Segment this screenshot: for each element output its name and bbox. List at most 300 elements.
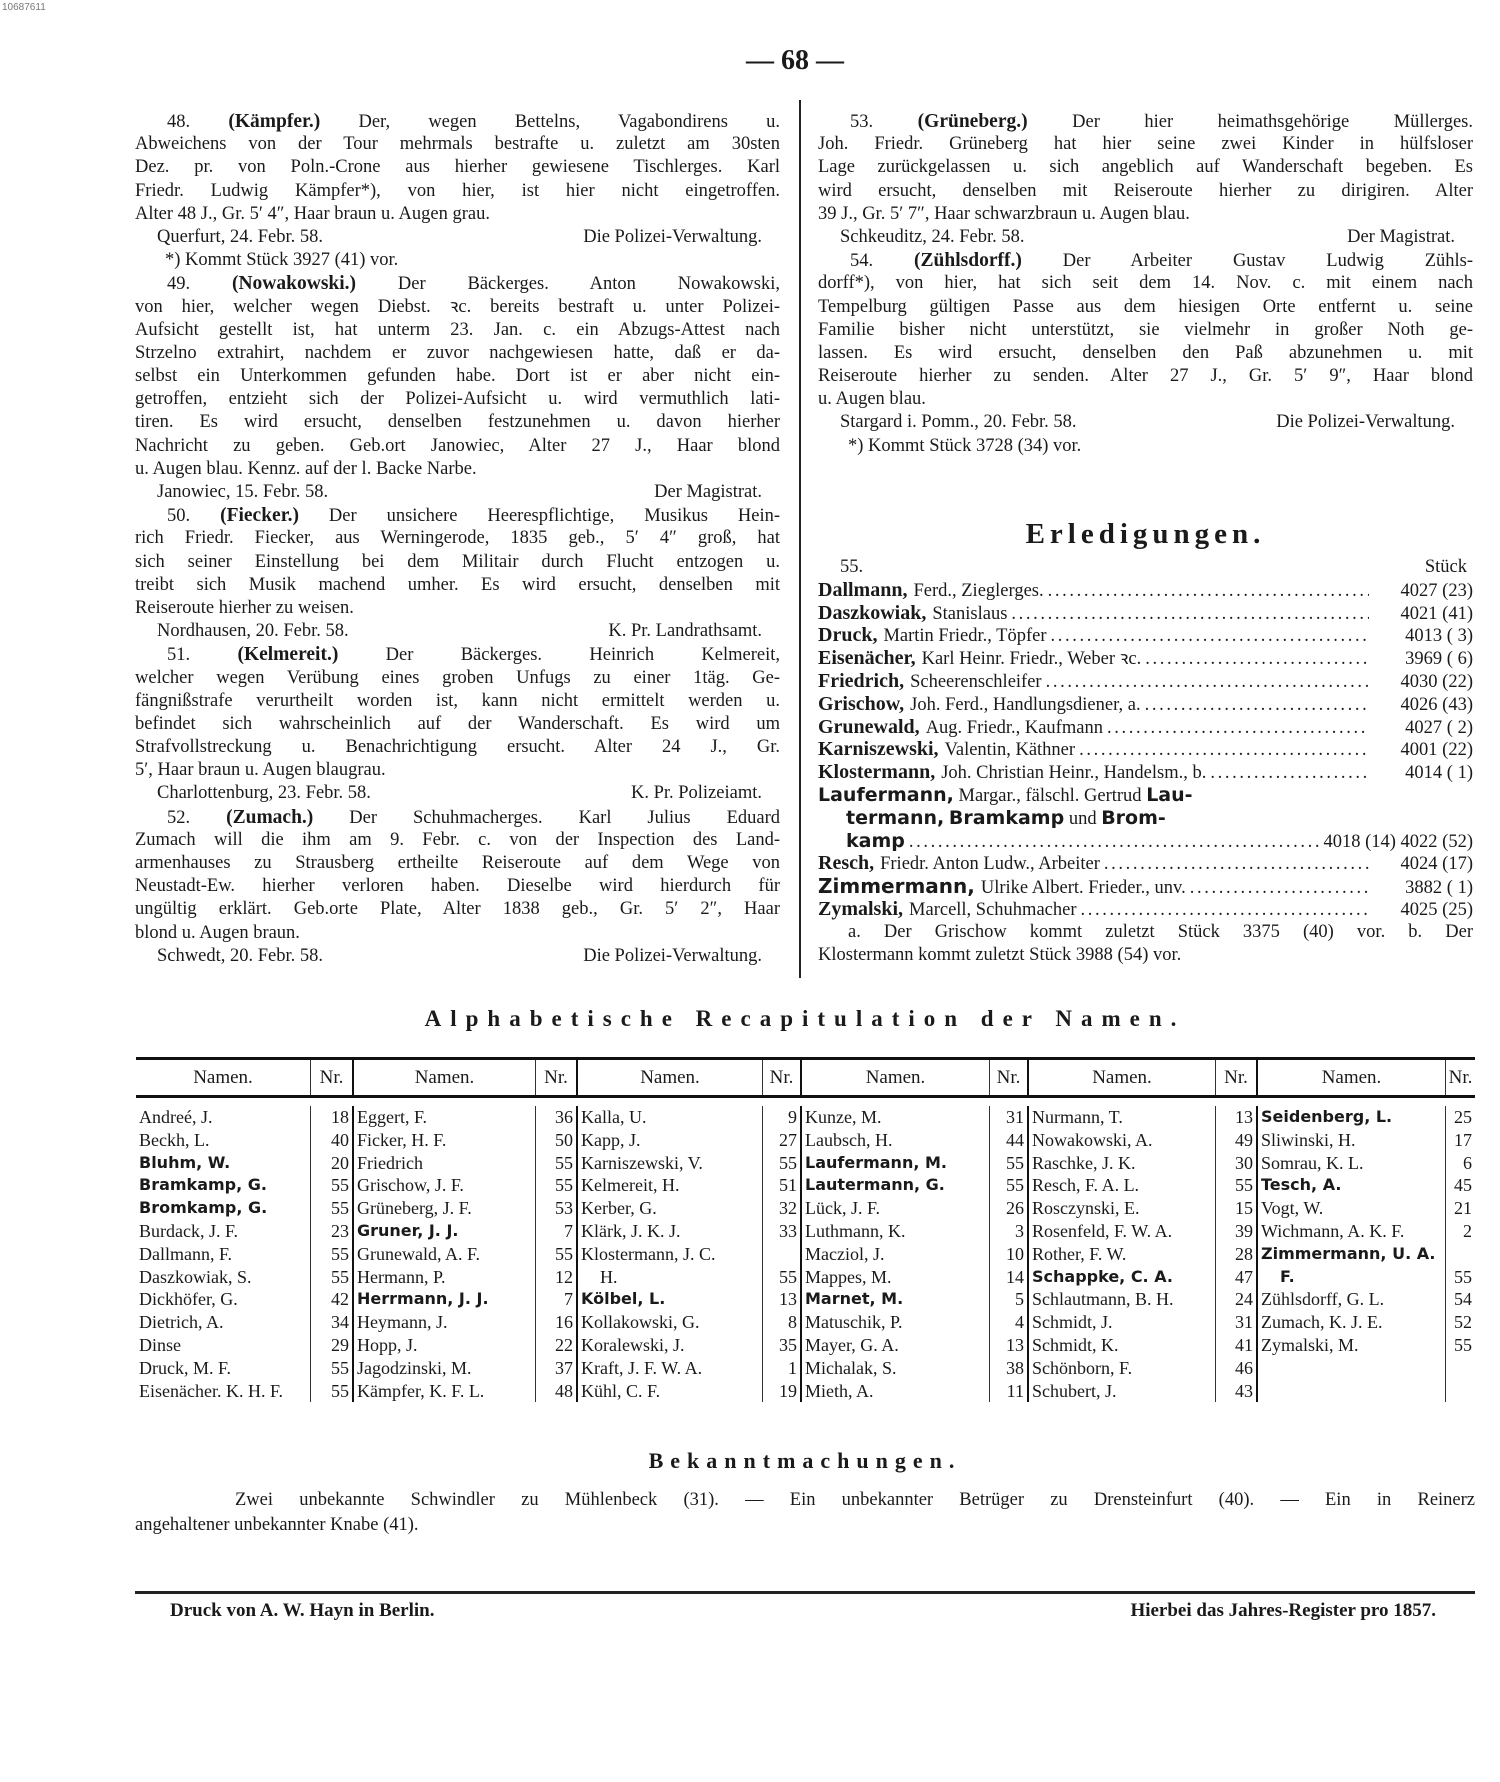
entry-ref: 4027 ( 2) — [1405, 717, 1473, 738]
recap-name: Dinse — [139, 1334, 181, 1355]
recap-nr: 13 — [989, 1334, 1027, 1357]
recap-nr: 55 — [310, 1266, 352, 1289]
recap-nr: 12 — [535, 1266, 576, 1289]
notice-line: Strzelno extrahirt, nachdem er zuvor nachgewiesen hatte, daß er da- — [135, 342, 780, 363]
recap-name: Kämpfer, K. F. L. — [352, 1380, 535, 1403]
recap-name: Sliwinski, H. — [1256, 1129, 1445, 1152]
recap-name: Koralewski, J. — [576, 1334, 762, 1357]
entry-name: Dallmann, — [818, 578, 908, 601]
recap-nr: 21 — [1445, 1197, 1475, 1220]
notice-name: (Kelmereit.) — [237, 644, 339, 666]
recap-nr: 41 — [1215, 1334, 1256, 1357]
notice-line: Familie bisher nicht unterstützt, sie vielmehr in großer Noth ge- — [818, 319, 1473, 340]
notice-number: 51. — [167, 645, 191, 666]
notice-line: fängnißstrafe verurtheilt worden ist, kann nicht ermittelt werden u. — [135, 690, 780, 711]
recap-name: Seidenberg, L. — [1256, 1106, 1445, 1129]
entry-name: Grunewald, — [818, 715, 920, 738]
recap-name: Schappke, C. A. — [1027, 1266, 1215, 1289]
recap-name: Tesch, A. — [1256, 1174, 1445, 1197]
entry-name: Brom- — [1101, 806, 1166, 829]
notice-number: 52. — [167, 807, 191, 828]
notice-line: Reiseroute hierher zu senden. Alter 27 J., Gr. 5′ 9″, Haar blond — [818, 366, 1473, 387]
page-number: — 68 — — [746, 45, 844, 76]
entry-name: Klostermann, — [818, 761, 936, 784]
notice-place-date: Nordhausen, 20. Febr. 58. — [157, 621, 349, 642]
entry-name: Laufermann, — [818, 783, 954, 806]
entry-name: Lau- — [1146, 783, 1193, 806]
erledigungen-entry — [818, 693, 1473, 716]
entry-detail: Ulrike Albert. Frieder., unv. — [980, 878, 1186, 899]
recap-nr: 18 — [310, 1106, 352, 1129]
dot-leader — [1079, 739, 1369, 762]
notice-line: ungültig erklärt. Geb.orte Plate, Alter 1838 geb., Gr. 5′ 2″, Haar — [135, 899, 780, 920]
notice-signature — [135, 481, 780, 504]
erledigungen-entry — [818, 602, 1473, 625]
recap-nr: 46 — [1215, 1357, 1256, 1380]
recap-name: Rosenfeld, F. W. A. — [1027, 1220, 1215, 1243]
recap-nr: 55 — [310, 1174, 352, 1197]
recap-nr: 55 — [762, 1152, 800, 1175]
recap-name: Zimmermann, U. A. — [1256, 1243, 1445, 1266]
header-nr: Nr. — [989, 1060, 1027, 1095]
recap-nr: 39 — [1215, 1220, 1256, 1243]
footer-rule — [135, 1591, 1475, 1594]
recap-nr — [1445, 1243, 1475, 1266]
notice-line: befindet sich wahrscheinlich auf der Wanderschaft. Es wird um — [135, 713, 780, 734]
header-nr: Nr. — [762, 1060, 800, 1095]
recap-table — [136, 1057, 1475, 1402]
erledigungen-entry — [818, 761, 1473, 784]
notice-line: Neustadt-Ew. hierher verloren haben. Dieselbe wird hierdurch für — [135, 876, 780, 897]
entry-name: Karniszewski, — [818, 738, 939, 761]
recap-name: Rosczynski, E. — [1027, 1197, 1215, 1220]
recap-nr: 5 — [989, 1288, 1027, 1311]
bekanntmachungen-line: angehaltener unbekannter Knabe (41). — [135, 1515, 419, 1535]
recap-name — [1256, 1380, 1445, 1403]
recap-name: Eggert, F. — [352, 1106, 535, 1129]
recap-name: Klärk, J. K. J. — [576, 1220, 762, 1243]
recap-name: Druck, M. F. — [139, 1357, 232, 1378]
dot-leader — [1145, 648, 1369, 671]
bekanntmachungen-line: Zwei unbekannte Schwindler zu Mühlenbeck (31). — Ein unbekannter Betrüger zu Drensteinfurt (40). — Ein in Reinerz — [235, 1490, 1475, 1510]
recap-name: Wichmann, A. K. F. — [1256, 1220, 1445, 1243]
notice-entry — [818, 110, 1473, 249]
erledigungen-entry — [818, 716, 1473, 739]
recap-nr: 33 — [762, 1220, 800, 1243]
entry-ref: 4026 (43) — [1400, 694, 1473, 715]
erledigungen-note: Klostermann kommt zuletzt Stück 3988 (54) vor. — [818, 944, 1182, 965]
notice-authority: K. Pr. Polizeiamt. — [630, 783, 762, 804]
printer-imprint: Druck von A. W. Hayn in Berlin. — [170, 1600, 435, 1621]
recap-title: Alphabetische Recapitulation der Namen. — [424, 1006, 1186, 1031]
recap-nr: 54 — [1445, 1288, 1475, 1311]
erledigungen-number: 55. — [840, 557, 864, 577]
entry-name: Bramkamp — [948, 806, 1065, 829]
notice-line: Strafvollstreckung u. Benachrichtigung ersucht. Alter 24 J., Gr. — [135, 737, 780, 758]
notice-place-date: Querfurt, 24. Febr. 58. — [157, 226, 323, 247]
dot-leader — [909, 831, 1320, 854]
recap-name: Hermann, P. — [352, 1266, 535, 1289]
recap-nr: 40 — [310, 1129, 352, 1152]
erledigungen-entry — [818, 875, 1473, 898]
dot-leader — [1051, 625, 1370, 648]
recap-name: Zühlsdorff, G. L. — [1256, 1288, 1445, 1311]
header-nr: Nr. — [535, 1060, 576, 1095]
notice-authority: Die Polizei-Verwaltung. — [583, 226, 762, 247]
entry-ref: 3882 ( 1) — [1405, 878, 1473, 899]
entry-detail: Joh. Ferd., Handlungsdiener, a. — [910, 694, 1141, 715]
entry-name: Druck, — [818, 624, 878, 647]
recap-name: Bromkamp, G. — [139, 1198, 268, 1218]
notice-number: 50. — [167, 506, 191, 527]
header-name: Namen. — [1256, 1060, 1445, 1095]
notice-name: (Zühlsdorff.) — [914, 250, 1022, 272]
notice-line: welcher wegen Verübung eines groben Unfugs zu einer 1täg. Ge- — [135, 667, 780, 688]
erledigungen-entry-laufermann — [818, 784, 1473, 852]
header-name: Namen. — [352, 1060, 535, 1095]
erledigungen-entry — [818, 670, 1473, 693]
dot-leader — [1210, 762, 1369, 785]
notice-line: armenhauses zu Strausberg ertheilte Reiseroute auf dem Wege von — [135, 853, 780, 873]
notice-number: 54. — [850, 251, 874, 272]
recap-nr: 55 — [310, 1357, 352, 1380]
notice-line: Joh. Friedr. Grüneberg hat hier seine zwei Kinder in hülfsloser — [818, 134, 1473, 155]
notice-authority: K. Pr. Landrathsamt. — [608, 621, 762, 642]
notice-line: rich Friedr. Fiecker, aus Werningerode, 1835 geb., 5′ 4″ groß, hat — [135, 528, 780, 549]
recap-name: Kelmereit, H. — [576, 1174, 762, 1197]
recap-nr: 55 — [310, 1380, 352, 1403]
entry-detail: Margar., fälschl. Gertrud — [958, 785, 1142, 806]
recap-name: Resch, F. A. L. — [1027, 1174, 1215, 1197]
notice-line: 39 J., Gr. 5′ 7″, Haar schwarzbraun u. Augen blau. — [818, 203, 1190, 224]
recap-name: Herrmann, J. J. — [352, 1288, 535, 1311]
entry-detail: Stanislaus — [932, 603, 1008, 624]
notice-name: (Fiecker.) — [220, 505, 299, 527]
entry-detail: Aug. Friedr., Kaufmann — [925, 717, 1103, 738]
notice-line: Tempelburg gültigen Passe aus dem hiesigen Orte entfernt u. seine — [818, 296, 1473, 317]
entry-name: kamp — [846, 829, 905, 852]
erledigungen-entry — [818, 624, 1473, 647]
entry-ref: 4027 (23) — [1400, 580, 1473, 601]
notice-line: lassen. Es wird ersucht, denselben den Paß abzunehmen u. mit — [818, 342, 1473, 363]
erledigungen-note: a. Der Grischow kommt zuletzt Stück 3375 (40) vor. b. Der — [848, 921, 1473, 942]
recap-nr: 22 — [535, 1334, 576, 1357]
dot-leader — [1107, 717, 1369, 740]
entry-ref: 4014 ( 1) — [1405, 763, 1473, 784]
entry-ref: 4018 (14) — [1323, 831, 1396, 852]
entry-detail: Martin Friedr., Töpfer — [883, 626, 1047, 647]
recap-nr: 25 — [1445, 1106, 1475, 1129]
recap-nr: 55 — [762, 1266, 800, 1289]
recap-nr: 45 — [1445, 1174, 1475, 1197]
entry-ref: 4013 ( 3) — [1405, 626, 1473, 647]
notice-name: (Zumach.) — [226, 806, 314, 828]
recap-nr: 28 — [1215, 1243, 1256, 1266]
notice-signature — [135, 782, 780, 805]
recap-name: Friedrich — [352, 1152, 535, 1175]
notice-line: dorff*), von hier, hat sich seit dem 14. Nov. c. mit einem nach — [818, 273, 1473, 294]
erledigungen-entry — [818, 898, 1473, 921]
recap-nr — [1445, 1380, 1475, 1403]
entry-detail: Marcell, Schuhmacher — [909, 899, 1077, 920]
recap-nr: 38 — [989, 1357, 1027, 1380]
recap-nr: 55 — [989, 1174, 1027, 1197]
notice-line — [135, 504, 780, 527]
notice-line: Alter 48 J., Gr. 5′ 4″, Haar braun u. Augen grau. — [135, 203, 490, 224]
erledigungen-entry — [818, 852, 1473, 875]
notice-line — [135, 272, 780, 295]
erledigungen-title: Erledigungen. — [1025, 518, 1266, 550]
entry-name: Resch, — [818, 852, 875, 875]
recap-name: Grunewald, A. F. — [352, 1243, 535, 1266]
entry-ref: 4022 (52) — [1400, 831, 1473, 852]
notice-line: Reiseroute hierher zu weisen. — [135, 597, 354, 618]
notice-name: (Kämpfer.) — [228, 111, 321, 132]
entry-name: Friedrich, — [818, 669, 905, 692]
recap-nr: 34 — [310, 1311, 352, 1334]
recap-nr: 43 — [1215, 1380, 1256, 1403]
recap-nr: 8 — [762, 1311, 800, 1334]
recap-name: Somrau, K. L. — [1256, 1152, 1445, 1175]
recap-name: Lautermann, G. — [800, 1174, 989, 1197]
recap-name: H. — [576, 1266, 762, 1289]
recap-name: Eisenächer. K. H. F. — [139, 1380, 284, 1401]
recap-nr: 55 — [989, 1152, 1027, 1175]
recap-nr: 24 — [1215, 1288, 1256, 1311]
entry-name: Daszkowiak, — [818, 601, 927, 624]
recap-name: Marnet, M. — [800, 1288, 989, 1311]
recap-nr: 30 — [1215, 1152, 1256, 1175]
recap-name: Gruner, J. J. — [352, 1220, 535, 1243]
dot-leader — [1081, 899, 1370, 922]
recap-nr: 10 — [989, 1243, 1027, 1266]
recap-nr: 15 — [1215, 1197, 1256, 1220]
notice-name: (Grüneberg.) — [917, 111, 1028, 132]
recap-nr: 7 — [535, 1288, 576, 1311]
notice-authority: Die Polizei-Verwaltung. — [1276, 412, 1455, 433]
recap-nr: 55 — [1445, 1266, 1475, 1289]
recap-name: Raschke, J. K. — [1027, 1152, 1215, 1175]
dot-leader — [1190, 877, 1369, 900]
erledigungen-entry — [818, 738, 1473, 761]
notice-line — [135, 806, 780, 829]
notice-number: 53. — [850, 112, 874, 132]
recap-nr: 14 — [989, 1266, 1027, 1289]
recap-name: Hopp, J. — [352, 1334, 535, 1357]
recap-nr: 31 — [1215, 1311, 1256, 1334]
recap-nr: 2 — [1445, 1220, 1475, 1243]
entry-ref: 4001 (22) — [1400, 740, 1473, 761]
recap-name: Bramkamp, G. — [139, 1175, 267, 1195]
recap-name: Nurmann, T. — [1027, 1106, 1215, 1129]
dot-leader — [1011, 603, 1369, 626]
notice-line: Zumach will die ihm am 9. Febr. c. von der Inspection des Land- — [135, 829, 780, 850]
notice-place-date: Janowiec, 15. Febr. 58. — [157, 482, 329, 502]
recap-nr: 23 — [310, 1220, 352, 1243]
recap-name: Lück, J. F. — [800, 1197, 989, 1220]
notice-signature — [135, 620, 780, 643]
header-nr: Nr. — [1445, 1060, 1475, 1095]
notice-signature — [135, 945, 780, 968]
entry-name: Zymalski, — [818, 897, 904, 920]
notice-entry — [135, 504, 780, 643]
recap-name: Vogt, W. — [1256, 1197, 1445, 1220]
recap-name: Klostermann, J. C. — [576, 1243, 762, 1266]
stueck-header: Stück — [1424, 557, 1467, 577]
erledigungen-header — [818, 556, 1473, 579]
erledigungen-entry — [818, 647, 1473, 670]
erledigungen-section — [818, 512, 1473, 967]
entry-name: termann, — [846, 806, 945, 829]
recap-nr: 55 — [535, 1152, 576, 1175]
notice-place-date: Charlottenburg, 23. Febr. 58. — [157, 783, 371, 804]
header-name: Namen. — [1027, 1060, 1215, 1095]
recap-name: Grüneberg, J. F. — [352, 1197, 535, 1220]
recap-name: Kölbel, L. — [576, 1288, 762, 1311]
recap-nr: 42 — [310, 1288, 352, 1311]
notice-signature — [818, 411, 1473, 434]
recap-name: Matuschik, P. — [800, 1311, 989, 1334]
recap-nr: 50 — [535, 1129, 576, 1152]
dot-leader — [1145, 694, 1369, 717]
notice-line: wird ersucht, denselben mit Reiseroute hierher zu dirigiren. Alter — [818, 180, 1473, 201]
entry-name: Grischow, — [818, 692, 905, 715]
header-nr: Nr. — [310, 1060, 352, 1095]
entry-detail: und — [1068, 808, 1097, 829]
notice-line: Nachricht zu geben. Geb.ort Janowiec, Alter 27 J., Haar blond — [135, 435, 780, 456]
recap-name: Mappes, M. — [800, 1266, 989, 1289]
recap-nr: 44 — [989, 1129, 1027, 1152]
entry-detail: Karl Heinr. Friedr., Weber ꝛc. — [921, 649, 1142, 670]
notice-text: Der Bäckerges. Anton Nowakowski, — [397, 274, 780, 295]
recap-name: Laufermann, M. — [800, 1152, 989, 1175]
notice-authority: Der Magistrat. — [1347, 226, 1455, 247]
recap-name: Zymalski, M. — [1256, 1334, 1445, 1357]
notice-entry — [135, 110, 780, 272]
dot-leader — [1046, 671, 1369, 694]
recap-nr: 17 — [1445, 1129, 1475, 1152]
recap-nr: 55 — [310, 1243, 352, 1266]
notice-line: treibt sich Musik machend umher. Es wird ersucht, denselben mit — [135, 574, 780, 595]
header-name: Namen. — [576, 1060, 762, 1095]
right-column — [818, 110, 1473, 458]
recap-name: Luthmann, K. — [800, 1220, 989, 1243]
recap-nr: 13 — [762, 1288, 800, 1311]
entry-name: Eisenächer, — [818, 647, 916, 670]
notice-line: tiren. Es wird ersucht, denselben festzunehmen u. davon hierher — [135, 412, 780, 433]
notice-footnote: *) Kommt Stück 3927 (41) vor. — [165, 250, 399, 271]
notice-entry — [135, 806, 780, 968]
recap-nr: 37 — [535, 1357, 576, 1380]
recap-name: Michalak, S. — [800, 1357, 989, 1380]
recap-nr: 16 — [535, 1311, 576, 1334]
recap-nr: 11 — [989, 1380, 1027, 1403]
notice-name: (Nowakowski.) — [231, 273, 357, 295]
header-nr: Nr. — [1215, 1060, 1256, 1095]
recap-nr: 9 — [762, 1106, 800, 1129]
recap-name: Kühl, C. F. — [576, 1380, 762, 1403]
notice-text: Der unsichere Heerespflichtige, Musikus Hein- — [328, 506, 780, 527]
notice-line: Lage zurückgelassen u. sich angeblich auf Wanderschaft begeben. Es — [818, 157, 1473, 178]
notice-entry — [135, 272, 780, 504]
entry-detail: Valentin, Käthner — [944, 740, 1076, 761]
recap-name: Schmidt, K. — [1027, 1334, 1215, 1357]
recap-nr — [762, 1243, 800, 1266]
recap-nr: 7 — [535, 1220, 576, 1243]
table-body — [136, 1098, 1475, 1402]
notice-text: Der Arbeiter Gustav Ludwig Zühls- — [1062, 251, 1473, 272]
notice-authority: Der Magistrat. — [654, 482, 762, 502]
recap-name: Jagodzinski, M. — [352, 1357, 535, 1380]
notice-number: 49. — [167, 274, 191, 295]
erledigungen-list — [818, 852, 1473, 920]
notice-line: u. Augen blau. — [818, 389, 926, 410]
notice-line: selbst ein Unterkommen gefunden habe. Dort ist er aber nicht ein- — [135, 366, 780, 387]
recap-nr: 3 — [989, 1220, 1027, 1243]
recap-nr: 6 — [1445, 1152, 1475, 1175]
recap-name: Dickhöfer, G. — [139, 1289, 238, 1310]
bekanntmachungen-title: Bekanntmachungen. — [648, 1448, 962, 1473]
entry-ref: 3969 ( 6) — [1405, 649, 1473, 670]
notice-authority: Die Polizei-Verwaltung. — [583, 945, 762, 966]
recap-name: Kraft, J. F. W. A. — [576, 1357, 762, 1380]
recap-name: Burdack, J. F. — [139, 1220, 239, 1241]
notice-place-date: Stargard i. Pomm., 20. Febr. 58. — [840, 412, 1077, 433]
recap-nr: 52 — [1445, 1311, 1475, 1334]
recap-name: Mayer, G. A. — [800, 1334, 989, 1357]
erledigungen-list — [818, 579, 1473, 784]
recap-nr: 26 — [989, 1197, 1027, 1220]
notice-signature — [135, 226, 780, 249]
recap-name: Grischow, J. F. — [352, 1174, 535, 1197]
recap-name — [1256, 1357, 1445, 1380]
notice-line: getroffen, entzieht sich der Polizei-Aufsicht u. wird vermuthlich lati- — [135, 389, 780, 410]
recap-nr: 29 — [310, 1334, 352, 1357]
recap-name: Rother, F. W. — [1027, 1243, 1215, 1266]
notice-line: von hier, welcher wegen Diebst. ꝛc. bereits bestraft u. unter Polizei- — [135, 296, 780, 317]
recap-name: F. — [1256, 1266, 1445, 1289]
notice-entry — [818, 249, 1473, 458]
recap-name: Daszkowiak, S. — [139, 1266, 252, 1287]
recap-nr: 55 — [1215, 1174, 1256, 1197]
notice-line — [135, 643, 780, 666]
notice-text: Der Bäckerges. Heinrich Kelmereit, — [385, 645, 780, 666]
recap-name: Zumach, K. J. E. — [1256, 1311, 1445, 1334]
recap-nr: 4 — [989, 1311, 1027, 1334]
recap-name: Andreé, J. — [139, 1107, 213, 1127]
supplement-note: Hierbei das Jahres-Register pro 1857. — [1130, 1600, 1436, 1621]
notice-line: Aufsicht gestellt ist, hat unterm 23. Jan. c. ein Abzugs-Attest nach — [135, 319, 780, 340]
notice-line: 5′, Haar braun u. Augen blaugrau. — [135, 760, 386, 781]
recap-name: Kunze, M. — [800, 1106, 989, 1129]
recap-nr: 36 — [535, 1106, 576, 1129]
document-id: 10687611 — [2, 2, 46, 13]
notice-number: 48. — [167, 112, 191, 132]
recap-nr: 32 — [762, 1197, 800, 1220]
dot-leader — [1048, 580, 1369, 603]
recap-nr — [1445, 1357, 1475, 1380]
notice-line — [818, 249, 1473, 272]
notice-text: Der, wegen Bettelns, Vagabondirens u. — [358, 112, 780, 132]
erledigungen-entry — [818, 579, 1473, 602]
recap-name: Kollakowski, G. — [576, 1311, 762, 1334]
recap-nr: 20 — [310, 1152, 352, 1175]
recap-nr: 35 — [762, 1334, 800, 1357]
recap-name: Schubert, J. — [1027, 1380, 1215, 1403]
recap-name: Bluhm, W. — [139, 1152, 231, 1172]
recap-name: Macziol, J. — [800, 1243, 989, 1266]
recap-nr: 47 — [1215, 1266, 1256, 1289]
